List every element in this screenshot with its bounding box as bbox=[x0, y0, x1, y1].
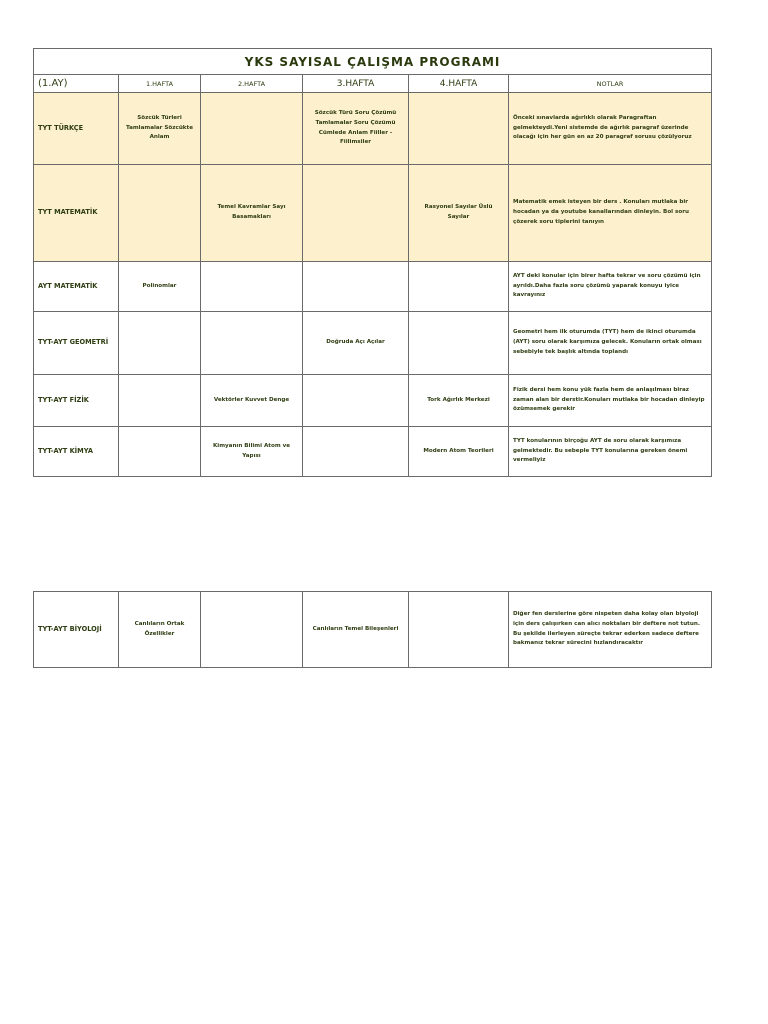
week1-cell: Canlıların Ortak Özellikler bbox=[119, 592, 201, 668]
week1-cell bbox=[119, 427, 201, 477]
week1-cell bbox=[119, 312, 201, 375]
week4-cell bbox=[409, 312, 509, 375]
week1-cell: Sözcük Türleri Tamlamalar Sözcükte Anlam bbox=[119, 93, 201, 165]
week4-cell bbox=[409, 93, 509, 165]
week4-cell: Modern Atom Teorileri bbox=[409, 427, 509, 477]
month-header: (1.AY) bbox=[34, 75, 119, 93]
note-cell: Fizik dersi hem konu yük fazla hem de anlaşılması biraz zaman alan bir derstir.Konuları mutlaka bir hocadan dinleyip özümsemek gerekir bbox=[509, 375, 712, 427]
week4-cell bbox=[409, 262, 509, 312]
week1-cell bbox=[119, 165, 201, 262]
table-row bbox=[34, 312, 712, 375]
note-cell: Önceki sınavlarda ağırlıklı olarak Paragraftan gelmekteydi.Yeni sistemde de ağırlık paragraf üzerinde olacağı için her gün en az 20 paragraf sorusu çözülyoruz bbox=[509, 93, 712, 165]
week2-cell bbox=[201, 93, 303, 165]
subject-cell: TYT TÜRKÇE bbox=[34, 93, 119, 165]
note-cell: TYT konularının birçoğu AYT de soru olarak karşımıza gelmektedir. Bu sebeple TYT konularına gereken önemi vermeliyiz bbox=[509, 427, 712, 477]
subject-cell: TYT-AYT KİMYA bbox=[34, 427, 119, 477]
table-row bbox=[34, 262, 712, 312]
note-cell: Geometri hem ilk oturumda (TYT) hem de ikinci oturumda (AYT) soru olarak karşımıza gelecek. Konuların ortak olması sebebiyle tek başlık altında toplandı bbox=[509, 312, 712, 375]
week2-cell: Kimyanın Bilimi Atom ve Yapısı bbox=[201, 427, 303, 477]
week1-header: 1.HAFTA bbox=[119, 75, 201, 93]
week2-cell bbox=[201, 312, 303, 375]
subject-cell: TYT-AYT GEOMETRİ bbox=[34, 312, 119, 375]
subject-cell: TYT-AYT BİYOLOJİ bbox=[34, 592, 119, 668]
week2-cell bbox=[201, 592, 303, 668]
week3-cell: Sözcük Türü Soru Çözümü Tamlamalar Soru Çözümü Cümlede Anlam Fiiller - Fiilimsiler bbox=[303, 93, 409, 165]
week4-header: 4.HAFTA bbox=[409, 75, 509, 93]
table-row bbox=[34, 427, 712, 477]
week3-cell: Doğruda Açı Açılar bbox=[303, 312, 409, 375]
note-cell: Diğer fen derslerine göre nispeten daha kolay olan biyoloji için ders çalışırken can alıcı noktaları bir deftere not tutun. Bu şekilde ilerleyen süreçte tekrar ederken sadece deftere bakmanız tekrar sürecini hızlandıracaktır bbox=[509, 592, 712, 668]
week3-cell bbox=[303, 165, 409, 262]
week4-cell: Tork Ağırlık Merkezi bbox=[409, 375, 509, 427]
week4-cell bbox=[409, 592, 509, 668]
table-row bbox=[34, 165, 712, 262]
page-title: YKS SAYISAL ÇALIŞMA PROGRAMI bbox=[34, 49, 712, 75]
subject-cell: TYT-AYT FİZİK bbox=[34, 375, 119, 427]
subject-cell: AYT MATEMATİK bbox=[34, 262, 119, 312]
week2-cell bbox=[201, 262, 303, 312]
week1-cell: Polinomlar bbox=[119, 262, 201, 312]
week3-cell bbox=[303, 262, 409, 312]
note-cell: AYT deki konular için birer hafta tekrar ve soru çözümü için ayrıldı.Daha fazla soru çözümü yaparak konuyu iyice kavrayınız bbox=[509, 262, 712, 312]
subject-cell: TYT MATEMATİK bbox=[34, 165, 119, 262]
week3-cell bbox=[303, 427, 409, 477]
week2-cell: Temel Kavramlar Sayı Basamakları bbox=[201, 165, 303, 262]
week2-header: 2.HAFTA bbox=[201, 75, 303, 93]
study-program-table bbox=[33, 48, 712, 477]
table-row bbox=[34, 592, 712, 668]
week3-cell bbox=[303, 375, 409, 427]
title-row bbox=[34, 49, 712, 75]
note-cell: Matematik emek isteyen bir ders . Konuları mutlaka bir hocadan ya da youtube kanallarından dinleyin. Bol soru çözerek soru tiplerini tanıyın bbox=[509, 165, 712, 262]
week4-cell: Rasyonel Sayılar Üslü Sayılar bbox=[409, 165, 509, 262]
week2-cell: Vektörler Kuvvet Denge bbox=[201, 375, 303, 427]
week3-header: 3.HAFTA bbox=[303, 75, 409, 93]
notes-header: NOTLAR bbox=[509, 75, 712, 93]
biology-table bbox=[33, 591, 712, 668]
table-row bbox=[34, 93, 712, 165]
week1-cell bbox=[119, 375, 201, 427]
header-row bbox=[34, 75, 712, 93]
week3-cell: Canlıların Temel Bileşenleri bbox=[303, 592, 409, 668]
table-row bbox=[34, 375, 712, 427]
